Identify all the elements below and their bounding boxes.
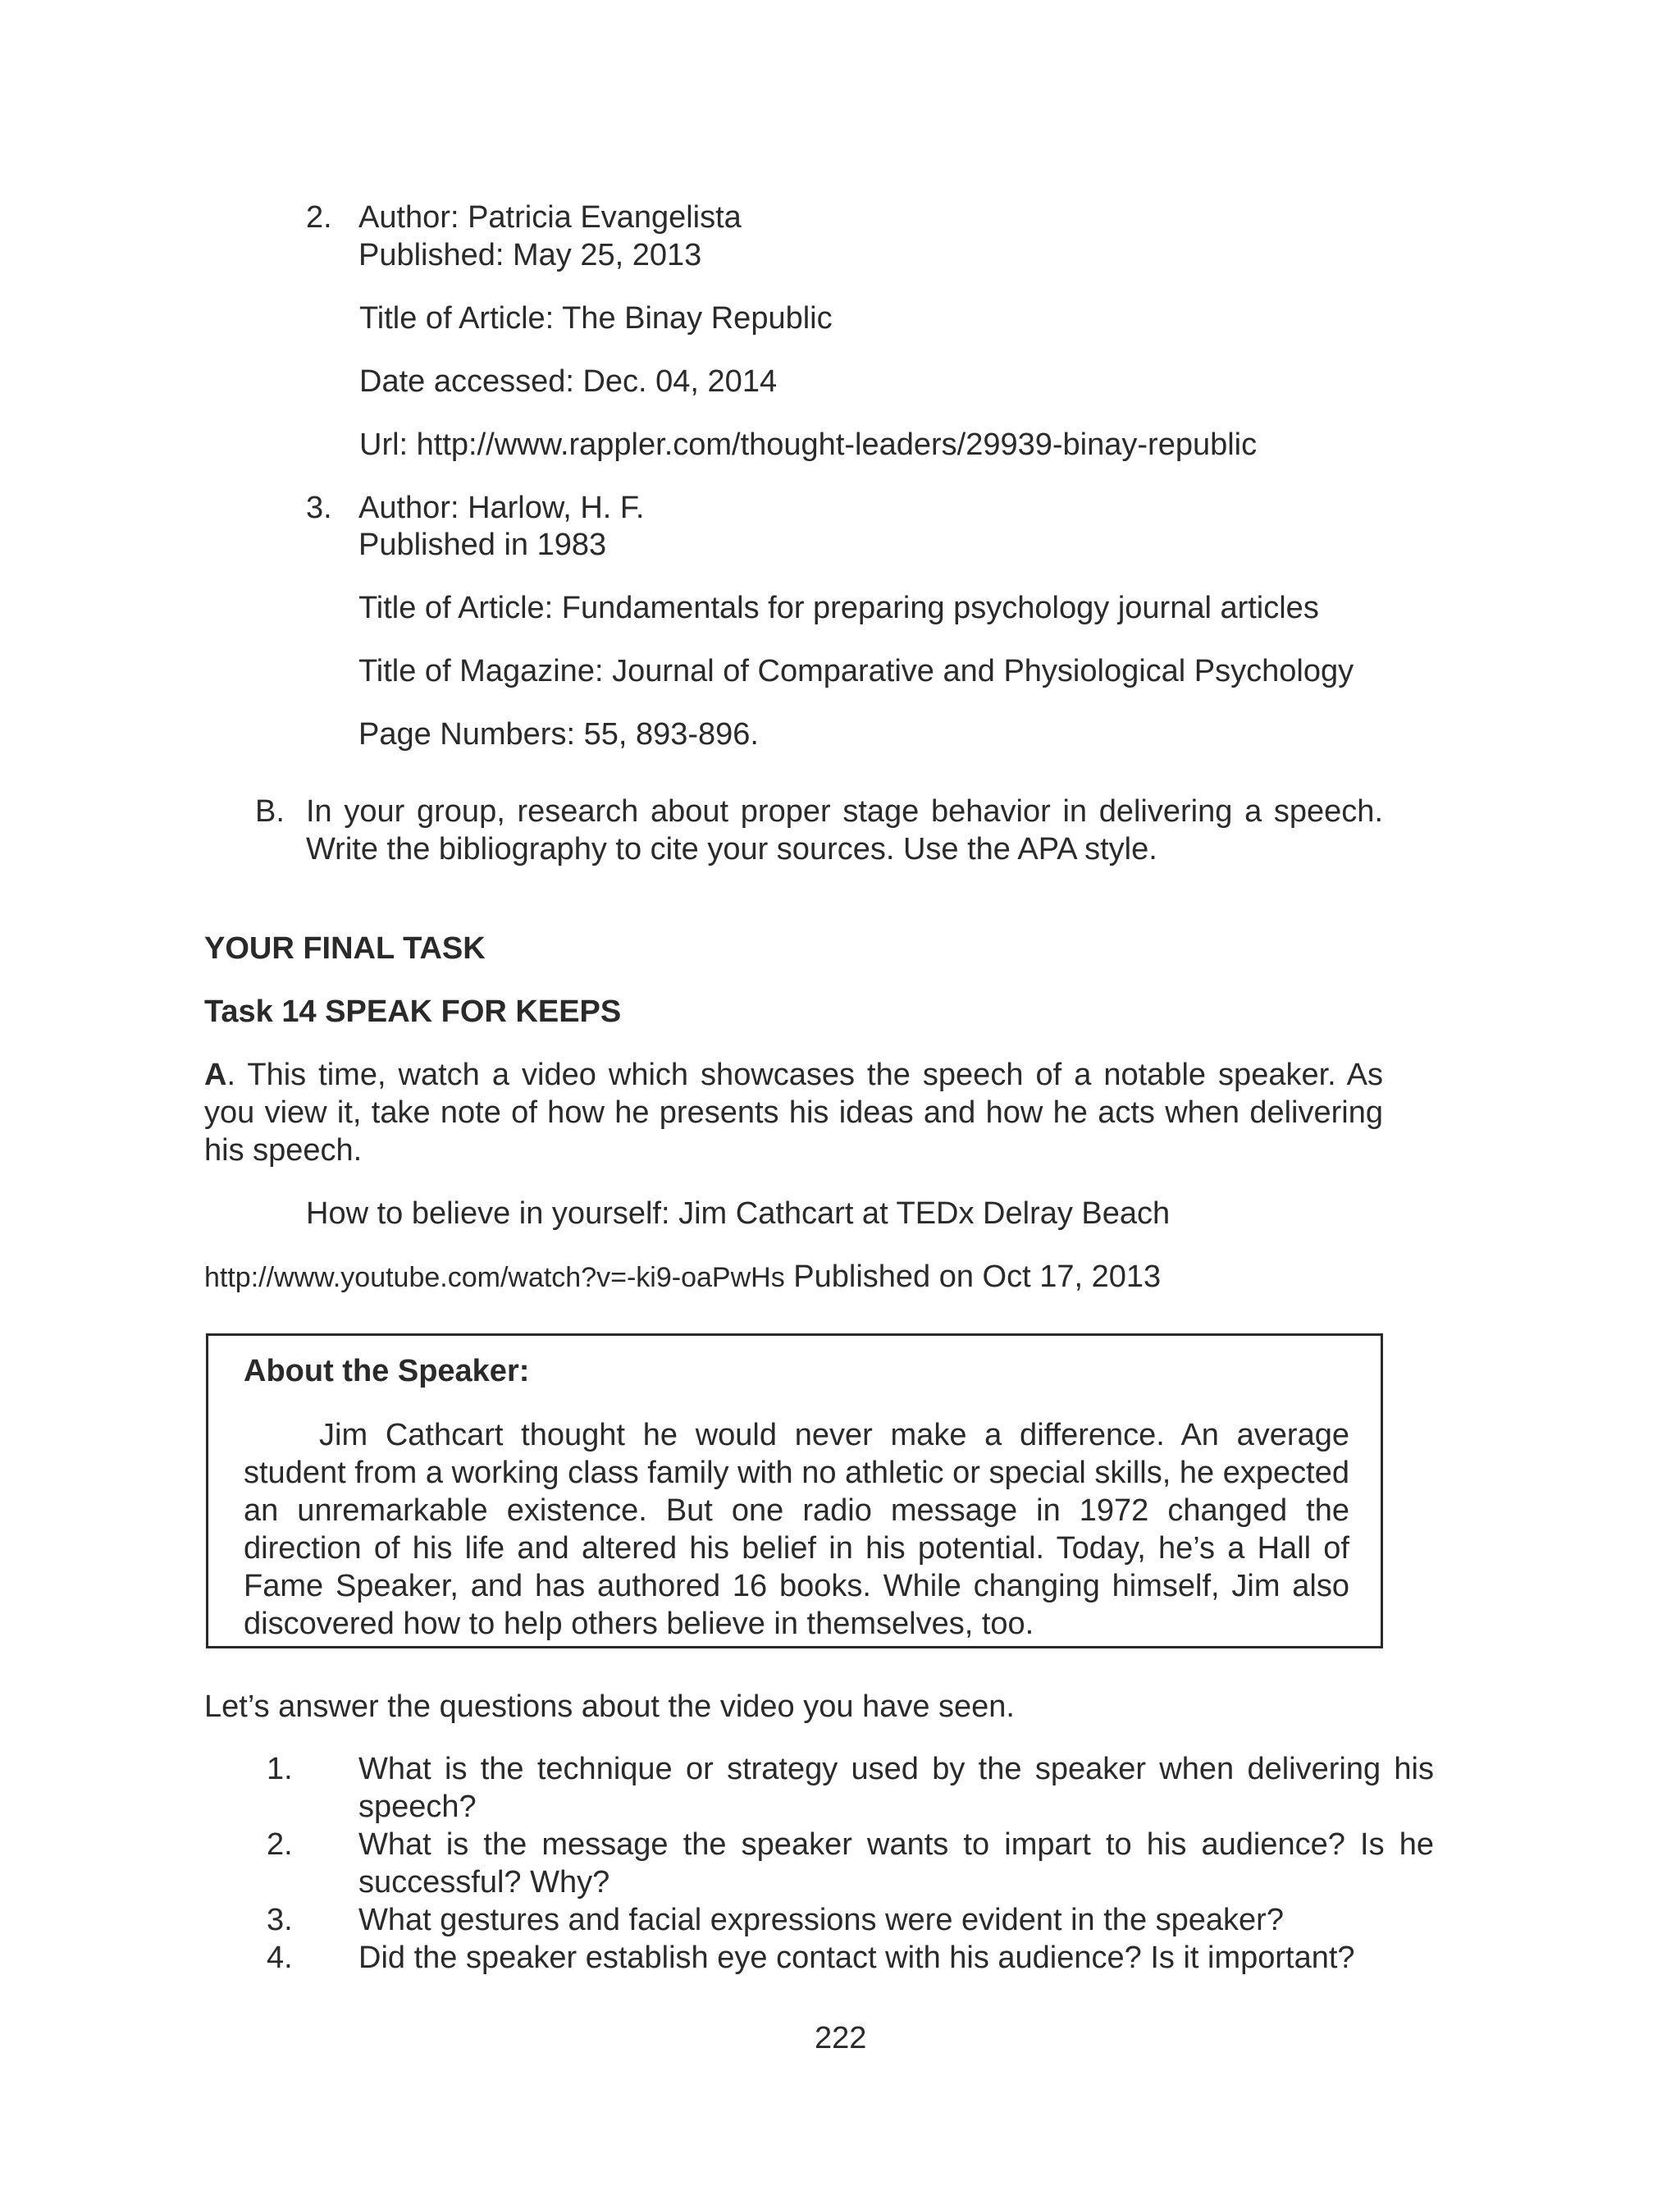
question-number: 4. [267, 1941, 293, 1975]
part-a-paragraph [204, 1056, 1383, 1169]
question-number: 3. [267, 1903, 293, 1937]
reference-url: Url: http://www.rappler.com/thought-leaders/29939-binay-republic [359, 427, 1258, 462]
about-speaker-body: Jim Cathcart thought he would never make a difference. An average student from a working class family with no athletic or special skills, he expected an unremarkable existence. But one radio message in 1972 changed the direction of his life and altered his belief in his potential. Today, he’s a Hall of Fame Speaker, and has authored 16 books. While changing himself, Jim also discovered how to help others believe in themselves, too. [244, 1418, 1349, 1641]
part-a-text: . This time, watch a video which showcases the speech of a notable speaker. As you view it, take note of how he presents his ideas and how he acts when delivering his speech. [204, 1058, 1383, 1168]
list-item [267, 1901, 1434, 1939]
questions-intro: Let’s answer the questions about the video you have seen. [204, 1689, 1015, 1724]
about-speaker-box [206, 1333, 1383, 1648]
section-heading: YOUR FINAL TASK [204, 931, 486, 966]
video-published: Published on Oct 17, 2013 [784, 1260, 1162, 1294]
about-speaker-title: About the Speaker: [244, 1354, 530, 1388]
video-title: How to believe in yourself: Jim Cathcart at TEDx Delray Beach [306, 1196, 1171, 1231]
reference-published: Published in 1983 [358, 528, 607, 562]
item-b-label: B. [255, 794, 285, 829]
question-number: 1. [267, 1752, 293, 1786]
task-title: Task 14 SPEAK FOR KEEPS [204, 994, 622, 1029]
page-number: 222 [815, 2021, 867, 2055]
item-b-text: In your group, research about proper stage behavior in delivering a speech. Write the bibliography to cite your sources. Use the APA style. [306, 794, 1383, 866]
reference-number: 2. [306, 200, 332, 235]
video-source-line [204, 1258, 1161, 1296]
question-text: What is the technique or strategy used by the speaker when delivering his speech? [358, 1752, 1434, 1824]
question-text: What gestures and facial expressions were evident in the speaker? [358, 1903, 1284, 1937]
reference-pages: Page Numbers: 55, 893-896. [358, 717, 759, 752]
reference-title: Title of Article: Fundamentals for preparing psychology journal articles [358, 591, 1319, 625]
list-item [267, 1826, 1434, 1901]
question-text: What is the message the speaker wants to impart to his audience? Is he successful? Why? [358, 1827, 1434, 1900]
reference-accessed: Date accessed: Dec. 04, 2014 [359, 364, 778, 399]
reference-published: Published: May 25, 2013 [358, 238, 702, 272]
reference-author: Author: Patricia Evangelista [358, 200, 742, 235]
reference-title: Title of Article: The Binay Republic [359, 301, 833, 336]
question-number: 2. [267, 1827, 293, 1862]
reference-magazine: Title of Magazine: Journal of Comparative and Physiological Psychology [358, 654, 1354, 688]
reference-number: 3. [306, 491, 332, 525]
part-a-label: A [204, 1058, 227, 1092]
list-item [267, 1939, 1434, 1977]
video-url: http://www.youtube.com/watch?v=-ki9-oaPwHs [204, 1262, 785, 1293]
reference-author: Author: Harlow, H. F. [358, 491, 645, 525]
question-text: Did the speaker establish eye contact with his audience? Is it important? [358, 1941, 1355, 1975]
list-item [267, 1750, 1434, 1826]
